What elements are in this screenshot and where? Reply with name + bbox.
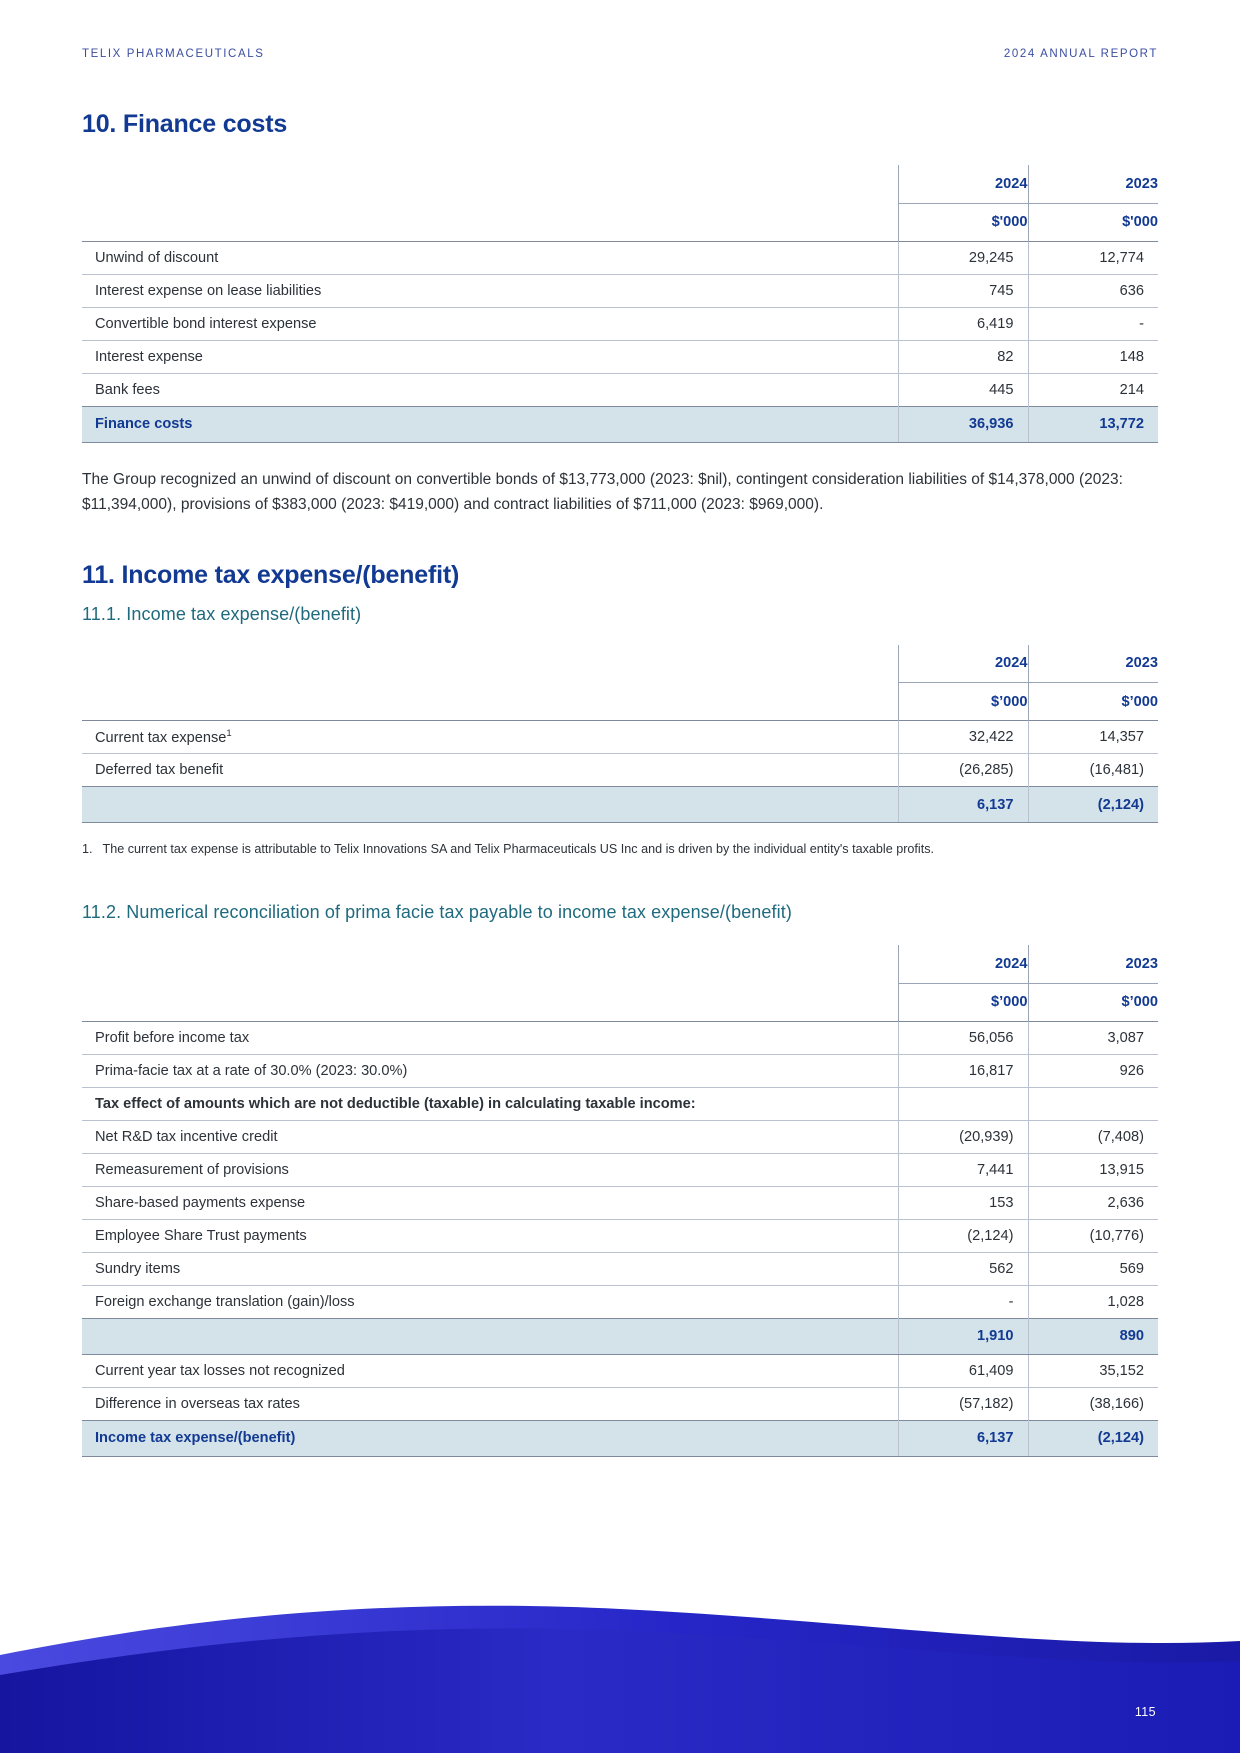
- section-11-2-title: 11.2. Numerical reconciliation of prima facie tax payable to income tax expense/(benefit): [82, 902, 792, 922]
- unit-blank-cell: [82, 203, 898, 241]
- row-value-2024: (2,124): [898, 1219, 1028, 1252]
- row-value-2024: 61,409: [898, 1354, 1028, 1387]
- page-content: [82, 110, 1158, 1457]
- subtotal-value-2023: 890: [1028, 1318, 1158, 1354]
- table-header-years: [82, 645, 1158, 683]
- header-year-2024: 2024: [898, 945, 1028, 983]
- unit-2024: $’000: [898, 683, 1028, 721]
- row-label: Remeasurement of provisions: [82, 1153, 898, 1186]
- table-row: [82, 1186, 1158, 1219]
- header-blank-cell: [82, 945, 898, 983]
- table-row: [82, 307, 1158, 340]
- table-row: [82, 274, 1158, 307]
- row-label: Share-based payments expense: [82, 1186, 898, 1219]
- row-value-2024: -: [898, 1285, 1028, 1318]
- row-label-text: Current tax expense: [95, 729, 227, 746]
- row-value-2023: 2,636: [1028, 1186, 1158, 1219]
- table-row: [82, 1021, 1158, 1054]
- table-header-units: [82, 203, 1158, 241]
- table-row: [82, 1354, 1158, 1387]
- row-label: Deferred tax benefit: [82, 754, 898, 787]
- table-row-subheading: [82, 1087, 1158, 1120]
- header-blank-cell: [82, 645, 898, 683]
- table-row: [82, 1387, 1158, 1420]
- row-label: Interest expense: [82, 340, 898, 373]
- header-year-2023: 2023: [1028, 945, 1158, 983]
- table-header-years: [82, 945, 1158, 983]
- finance-costs-table: [82, 165, 1158, 443]
- row-value-2023: 3,087: [1028, 1021, 1158, 1054]
- table-header-units: [82, 683, 1158, 721]
- row-value-2024: 16,817: [898, 1054, 1028, 1087]
- row-value-2023: 12,774: [1028, 241, 1158, 274]
- section-11-title: 11. Income tax expense/(benefit): [82, 560, 460, 589]
- row-value-2024: (26,285): [898, 754, 1028, 787]
- unit-blank-cell: [82, 683, 898, 721]
- table-row: [82, 721, 1158, 754]
- row-value-2023: 35,152: [1028, 1354, 1158, 1387]
- footnote-text: The current tax expense is attributable to Telix Innovations SA and Telix Pharmaceuticals US Inc and is driven by the individual entity's taxable profits.: [102, 842, 934, 856]
- table-row: [82, 1285, 1158, 1318]
- header-year-2023: 2023: [1028, 165, 1158, 203]
- header-report-title: 2024 ANNUAL REPORT: [1003, 48, 1158, 60]
- running-header: [82, 48, 1158, 60]
- table-row: [82, 340, 1158, 373]
- table-row: [82, 754, 1158, 787]
- row-label: Profit before income tax: [82, 1021, 898, 1054]
- table-total-row: [82, 1420, 1158, 1456]
- subtotal-label: [82, 1318, 898, 1354]
- row-value-2023: 636: [1028, 274, 1158, 307]
- row-label: Unwind of discount: [82, 241, 898, 274]
- section-10-title: 10. Finance costs: [82, 110, 288, 138]
- row-value-2023: (16,481): [1028, 754, 1158, 787]
- row-value-2023: 14,357: [1028, 721, 1158, 754]
- row-value-2024: 562: [898, 1252, 1028, 1285]
- table-row: [82, 241, 1158, 274]
- income-tax-expense-table: [82, 645, 1158, 824]
- row-value-2023: [1028, 1087, 1158, 1120]
- row-value-2023: (38,166): [1028, 1387, 1158, 1420]
- section-10-paragraph: The Group recognized an unwind of discount on convertible bonds of $13,773,000 (2023: $nil), contingent consideration liabilities of $14,378,000 (2023: $11,394,000), provisions of $383,000 (2023: $419,000) and contract liabilities of $711,000 (2023: $969,000).: [82, 470, 1123, 513]
- row-value-2023: 214: [1028, 373, 1158, 406]
- table-row: [82, 373, 1158, 406]
- table-header-years: [82, 165, 1158, 203]
- footnote-marker: 1: [226, 728, 232, 740]
- header-blank-cell: [82, 165, 898, 203]
- table-row: [82, 1054, 1158, 1087]
- header-year-2024: 2024: [898, 645, 1028, 683]
- row-label: Prima-facie tax at a rate of 30.0% (2023: 30.0%): [82, 1054, 898, 1087]
- total-value-2024: 6,137: [898, 787, 1028, 823]
- table-total-row: [82, 787, 1158, 823]
- row-value-2024: [898, 1087, 1028, 1120]
- total-label: Finance costs: [82, 406, 898, 442]
- unit-2024: $’000: [898, 983, 1028, 1021]
- row-value-2023: 1,028: [1028, 1285, 1158, 1318]
- row-value-2024: 29,245: [898, 241, 1028, 274]
- footer-wave-graphic: [0, 1523, 1240, 1753]
- table-row: [82, 1120, 1158, 1153]
- unit-2023: $’000: [1028, 683, 1158, 721]
- row-value-2024: 82: [898, 340, 1028, 373]
- table-total-row: [82, 406, 1158, 442]
- table-subtotal-row: [82, 1318, 1158, 1354]
- total-label: Income tax expense/(benefit): [82, 1420, 898, 1456]
- row-value-2023: 926: [1028, 1054, 1158, 1087]
- total-value-2024: 6,137: [898, 1420, 1028, 1456]
- section-11-1-title: 11.1. Income tax expense/(benefit): [82, 603, 362, 624]
- table-header-units: [82, 983, 1158, 1021]
- row-label: Current year tax losses not recognized: [82, 1354, 898, 1387]
- row-value-2024: (20,939): [898, 1120, 1028, 1153]
- header-company-name: TELIX PHARMACEUTICALS: [82, 48, 265, 60]
- total-value-2023: (2,124): [1028, 787, 1158, 823]
- table-row: [82, 1252, 1158, 1285]
- tax-reconciliation-table: [82, 945, 1158, 1457]
- total-value-2023: 13,772: [1028, 406, 1158, 442]
- row-value-2023: 13,915: [1028, 1153, 1158, 1186]
- total-label: [82, 787, 898, 823]
- row-label: [82, 721, 898, 754]
- row-value-2024: 7,441: [898, 1153, 1028, 1186]
- row-label: Interest expense on lease liabilities: [82, 274, 898, 307]
- unit-2024: $'000: [898, 203, 1028, 241]
- row-value-2023: (7,408): [1028, 1120, 1158, 1153]
- row-value-2024: 745: [898, 274, 1028, 307]
- row-label: Convertible bond interest expense: [82, 307, 898, 340]
- row-value-2024: 56,056: [898, 1021, 1028, 1054]
- unit-blank-cell: [82, 983, 898, 1021]
- header-year-2023: 2023: [1028, 645, 1158, 683]
- table-row: [82, 1219, 1158, 1252]
- page-number: 115: [1134, 1705, 1156, 1719]
- row-value-2023: 569: [1028, 1252, 1158, 1285]
- unit-2023: $’000: [1028, 983, 1158, 1021]
- total-value-2023: (2,124): [1028, 1420, 1158, 1456]
- header-year-2024: 2024: [898, 165, 1028, 203]
- row-value-2024: 153: [898, 1186, 1028, 1219]
- row-label: Foreign exchange translation (gain)/loss: [82, 1285, 898, 1318]
- row-value-2024: 445: [898, 373, 1028, 406]
- footnote-number: 1.: [82, 842, 93, 856]
- row-value-2024: (57,182): [898, 1387, 1028, 1420]
- row-label: Bank fees: [82, 373, 898, 406]
- row-value-2023: -: [1028, 307, 1158, 340]
- row-label: Employee Share Trust payments: [82, 1219, 898, 1252]
- row-value-2023: 148: [1028, 340, 1158, 373]
- row-label: Sundry items: [82, 1252, 898, 1285]
- row-value-2023: (10,776): [1028, 1219, 1158, 1252]
- row-label: Net R&D tax incentive credit: [82, 1120, 898, 1153]
- unit-2023: $'000: [1028, 203, 1158, 241]
- subtotal-value-2024: 1,910: [898, 1318, 1028, 1354]
- row-value-2024: 32,422: [898, 721, 1028, 754]
- row-label: Difference in overseas tax rates: [82, 1387, 898, 1420]
- table-row: [82, 1153, 1158, 1186]
- table-footnote: [82, 839, 1158, 860]
- total-value-2024: 36,936: [898, 406, 1028, 442]
- row-value-2024: 6,419: [898, 307, 1028, 340]
- row-label: Tax effect of amounts which are not deductible (taxable) in calculating taxable income:: [82, 1087, 898, 1120]
